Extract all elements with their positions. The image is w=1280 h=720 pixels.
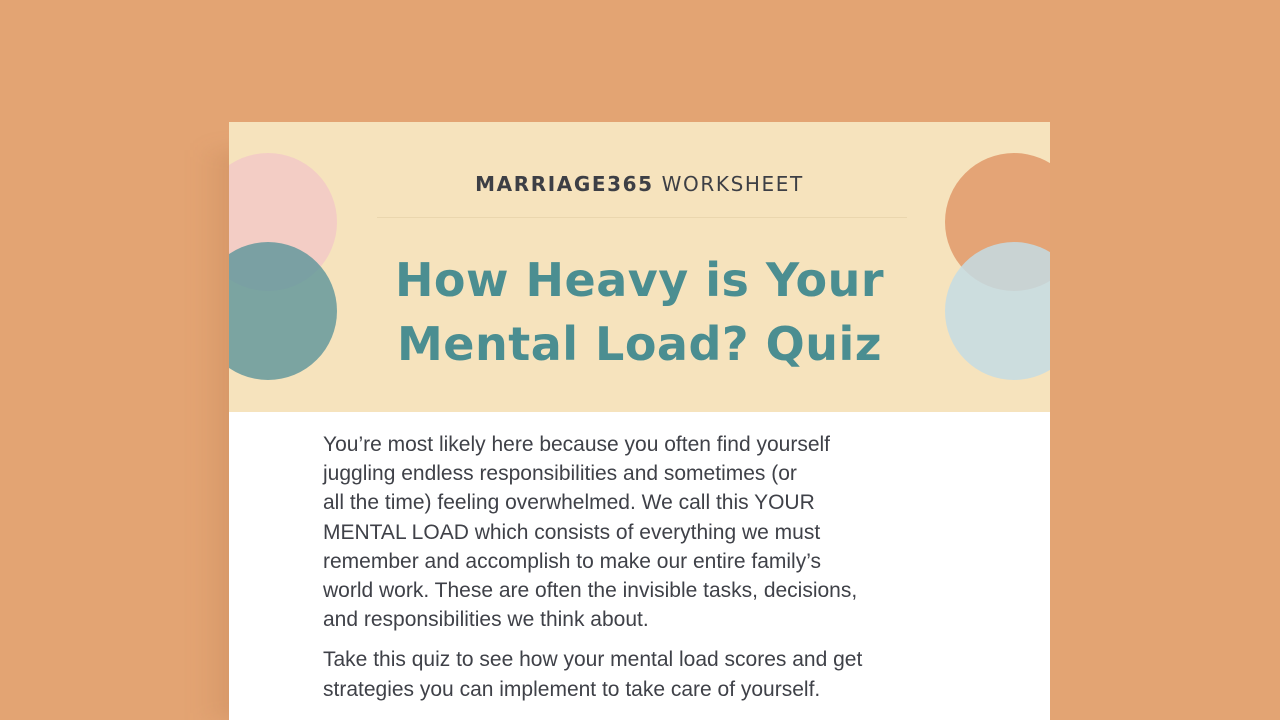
instruction-line: Take this quiz to see how your mental load scores and get [323, 648, 863, 672]
brand-name: MARRIAGE365 [475, 172, 654, 196]
instruction-paragraph [323, 645, 963, 703]
worksheet-page [229, 122, 1050, 720]
intro-line: all the time) feeling overwhelmed. We call this YOUR [323, 491, 815, 515]
intro-line: remember and accomplish to make our entire family’s [323, 549, 821, 573]
intro-line: juggling endless responsibilities and sometimes (or [323, 462, 797, 486]
worksheet-header [229, 122, 1050, 412]
intro-text [323, 430, 963, 715]
header-divider [377, 217, 907, 218]
kicker-label: WORKSHEET [661, 172, 804, 196]
intro-line: You’re most likely here because you often find yourself [323, 433, 831, 456]
intro-line: MENTAL LOAD which consists of everything we must [323, 520, 821, 544]
intro-paragraph [323, 430, 963, 634]
intro-line: and responsibilities we think about. [323, 608, 649, 632]
title-line-1: How Heavy is Your [394, 253, 885, 307]
instruction-line: strategies you can implement to take care of yourself. [323, 677, 821, 701]
page-title [229, 248, 1050, 376]
worksheet-kicker [229, 172, 1050, 196]
intro-line: world work. These are often the invisible tasks, decisions, [323, 579, 858, 603]
title-line-2: Mental Load? Quiz [396, 317, 882, 371]
